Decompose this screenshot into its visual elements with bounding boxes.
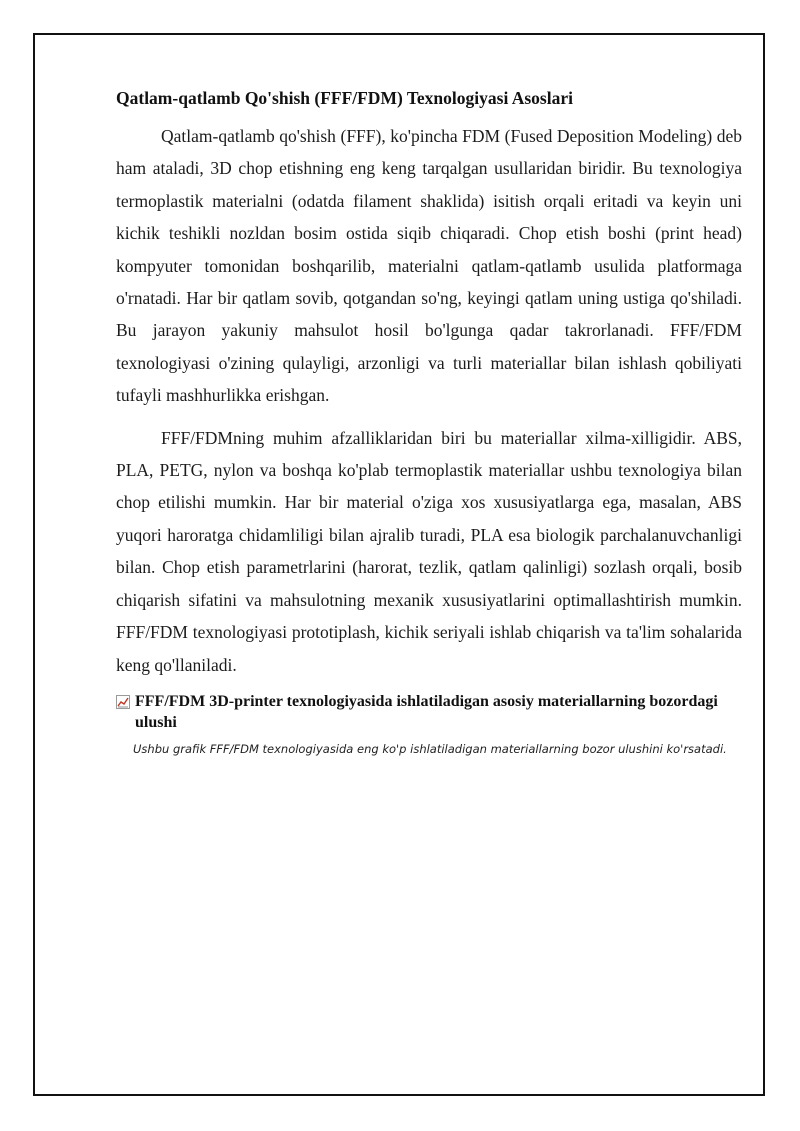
section-heading: Qatlam-qatlamb Qo'shish (FFF/FDM) Texnologiyasi Asoslari [116, 88, 573, 108]
paragraph-intro: Qatlam-qatlamb qo'shish (FFF), ko'pincha FDM (Fused Deposition Modeling) deb ham ataladi, 3D chop etishning eng keng tarqalgan usullaridan biridir. Bu texnologiya termoplastik materialni (odatda filament shaklida) isitish orqali eritadi va keyin uni kichik teshikli nozldan bosim ostida siqib chiqaradi. Chop etish boshi (print head) kompyuter tomonidan boshqarilib, materialni qatlam-qatlamb usulida platformaga o'rnatadi. Har bir qatlam sovib, qotgandan so'ng, keyingi qatlam uning ustiga qo'shiladi. Bu jarayon yakuniy mahsulot hosil bo'lgunga qadar takrorlanadi. FFF/FDM texnologiyasi o'zining qulayligi, arzonligi va turli materiallar bilan ishlash qobiliyati tufayli mashhurlikka erishgan. [116, 126, 742, 406]
figure-title [116, 691, 742, 733]
figure-caption: Ushbu grafik FFF/FDM texnologiyasida eng ko'p ishlatiladigan materiallarning bozor ulushini ko'rsatadi. [133, 741, 727, 756]
document-body [116, 86, 742, 757]
paragraph-materials: FFF/FDMning muhim afzalliklaridan biri bu materiallar xilma-xilligidir. ABS, PLA, PETG, nylon va boshqa ko'plab termoplastik materiallar ushbu texnologiya bilan chop etilishi mumkin. Har bir material o'ziga xos xususiyatlarga ega, masalan, ABS yuqori haroratga chidamliligi bilan ajralib turadi, PLA esa biologik parchalanuvchanligi bilan. Chop etish parametrlarini (harorat, tezlik, qatlam qalinligi) sozlash orqali, bosib chiqarish sifatini va mahsulotning mexanik xususiyatlarini optimallashtirish mumkin. FFF/FDM texnologiyasi prototiplash, kichik seriyali ishlab chiqarish va ta'lim sohalarida keng qo'llaniladi. [116, 427, 742, 675]
figure-title-text: FFF/FDM 3D-printer texnologiyasida ishlatiladigan asosiy materiallarning bozordagi ulushi [135, 692, 718, 731]
chart-increasing-icon [116, 694, 130, 708]
